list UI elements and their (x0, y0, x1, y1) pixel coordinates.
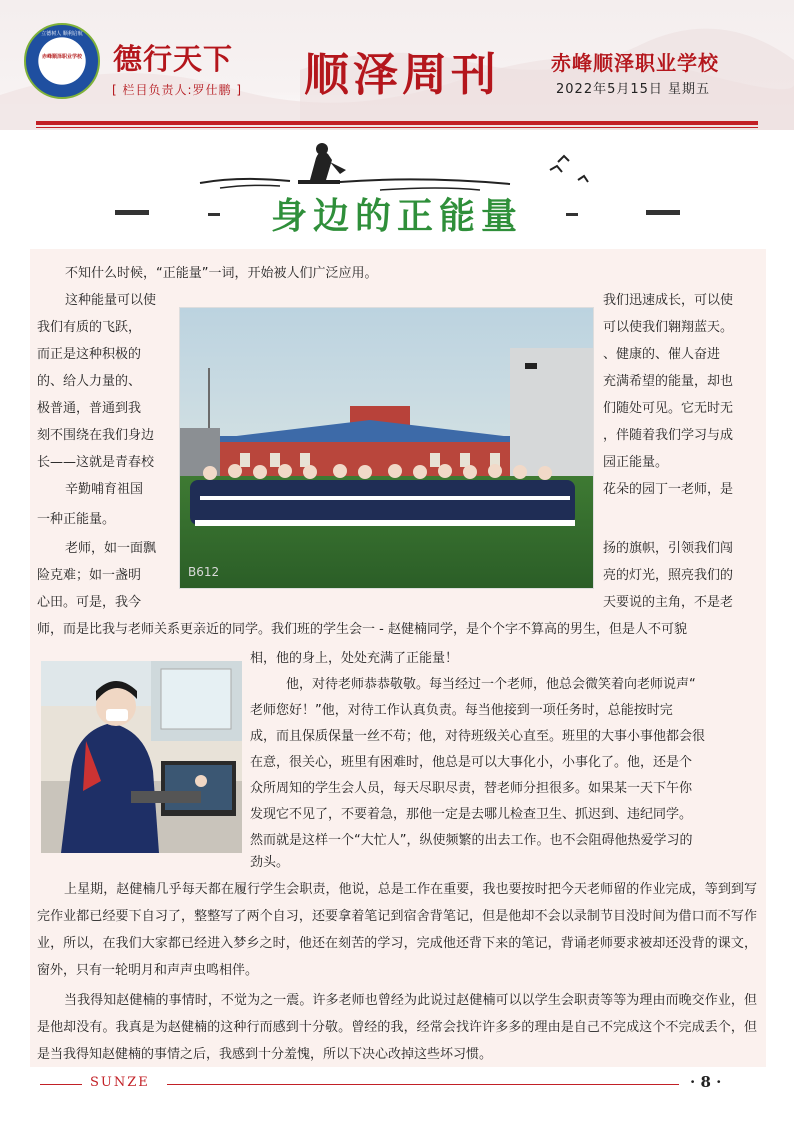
text-line: 他，对待老师恭恭敬敬。每当经过一个老师，他总会微笑着向老师说声“ (286, 677, 696, 692)
computer-photo-illustration (41, 661, 242, 853)
right-text-block (250, 646, 762, 872)
teacher-right-column (603, 537, 761, 615)
wrap-line: 亮的灯光，照亮我们的 (603, 568, 734, 583)
text-line: 在意，很关心，班里有困难时，他总是可以大事化小，小事化了。他，还是个 (250, 755, 693, 770)
wrap-line: 心田。可是，我今 (37, 595, 142, 610)
school-name: 赤峰顺泽职业学校 (551, 51, 719, 75)
paragraph-last-week: 上星期，赵健楠几乎每天都在履行学生会职责，他说，总是工作在重要，我也要按时把今天老师留的作业完成，等到到写完作业都已经要下自习了，整整写了两个自习，还要拿着笔记到宿舍背笔记，但是他却不会以录制节目没时间为借口而不写作业，所以，在我们大家都已经进入梦乡之时，他还在刻苦的学习，完成他还背下来的笔记，背诵老师要求被却还没背的课文，窗外，只有一轮明月和声声虫鸣相伴。 (37, 882, 757, 978)
wrap-line: 而正是这种积极的 (37, 347, 142, 362)
student-at-computer-photo (41, 661, 242, 853)
text-line: 成，而且保质保量一丝不苟；他，对待班级关心直至。班里的大事小事他都会很 (250, 729, 706, 744)
photo-watermark: B612 (188, 565, 220, 579)
wrap-line: 们随处可见。它无时无 (603, 401, 734, 416)
wrap-line: 刻不围绕在我们身边 (37, 428, 155, 443)
teacher-left-column (37, 537, 177, 615)
wrap-line: 扬的旗帜，引领我们闯 (603, 541, 734, 556)
text-line: 众所周知的学生会人员，每天尽职尽责，替老师分担很多。如果某一天下午你 (250, 781, 693, 796)
wrap-line: 花朵的园丁一老师，是 (603, 482, 734, 497)
wrap-line: 极普通，普通到我 (37, 401, 142, 416)
wrap-line: 天要说的主角，不是老 (603, 595, 734, 610)
intro-paragraph: 不知什么时候，“正能量”一词，开始被人们广泛应用。 (65, 266, 378, 281)
class-group-photo (179, 307, 594, 589)
wrap-line: 可以使我们翱翔蓝天。 (603, 320, 734, 335)
left-wrap-column (37, 289, 177, 502)
header-rule-thick (36, 121, 758, 125)
school-logo (24, 23, 100, 99)
wrap-line: 充满希望的能量，却也 (603, 374, 734, 389)
text-line: 相，他的身上，处处充满了正能量！ (250, 651, 459, 666)
issue-date: 2022年5月15日 星期五 (556, 82, 711, 97)
page-number: · 8 · (690, 1073, 722, 1091)
title-dash-decoration (566, 213, 578, 216)
wrap-line: 长——这就是青春校 (37, 455, 155, 470)
wrap-line: 这种能量可以使 (65, 293, 157, 308)
wrap-line: 的、给人力量的、 (37, 374, 142, 389)
footer-rule-left (40, 1084, 82, 1085)
text-line: 发现它不见了，不要着急，那他一定是去哪儿检查卫生、抓迟到、违纪同学。 (250, 807, 693, 822)
text-line: 劲头。 (250, 855, 290, 870)
wrap-line: 园正能量。 (603, 455, 669, 470)
paragraph-conclusion: 当我得知赵健楠的事情时，不觉为之一震。许多老师也曾经为此说过赵健楠可以以学生会职责等等为理由而晚交作业，但是他却没有。我真是为赵健楠的这种行而感到十分敬。曾经的我，经常会找许许多多的理由是自己不完成这个不完成丢个，但是当我得知赵健楠的事情之后，我感到十分羞愧，所以下决心改掉这些坏习惯。 (37, 993, 757, 1062)
magazine-title: 顺泽周刊 (304, 48, 501, 101)
group-photo-illustration (180, 308, 593, 588)
wrap-line: 我们有质的飞跃， (37, 320, 142, 335)
wrap-line: ，伴随着我们学习与成 (603, 428, 734, 443)
article-title: 身边的正能量 (270, 195, 523, 237)
header-rule-thin (36, 127, 758, 128)
wrap-line: 险克难；如一盏明 (37, 568, 142, 583)
right-wrap-column (603, 289, 761, 502)
footer-label: SUNZE (90, 1075, 150, 1090)
wrap-line: 老师，如一面飘 (65, 541, 157, 556)
column-responsible: [ 栏目负责人:罗仕鹏 ] (112, 83, 243, 97)
text-line: 老师您好！”他，对待工作认真负责。每当他接到一项任务时，总能按时完 (250, 703, 673, 718)
wrap-line: 一种正能量。 (37, 512, 116, 527)
logo-top-text: 立德树人 顺利启航 (41, 31, 83, 37)
title-dash-decoration (646, 210, 680, 215)
full-width-line: 师，而是比我与老师关系更亲近的同学。我们班的学生会一 - 赵健楠同学，是个个字不算高的男生，但是人不可貌 (37, 622, 687, 637)
logo-center-text: 赤峰顺泽职业学校 (41, 54, 82, 60)
wrap-line: 辛勤哺育祖国 (65, 482, 144, 497)
wrap-line: 我们迅速成长，可以使 (603, 293, 734, 308)
footer-rule-right (167, 1084, 679, 1085)
wrap-line: 、健康的、催人奋进 (603, 347, 721, 362)
text-line: 然而就是这样一个“大忙人”，纵使频繁的出去工作。也不会阻碍他热爱学习的 (250, 833, 693, 848)
column-name: 德行天下 (113, 42, 234, 76)
